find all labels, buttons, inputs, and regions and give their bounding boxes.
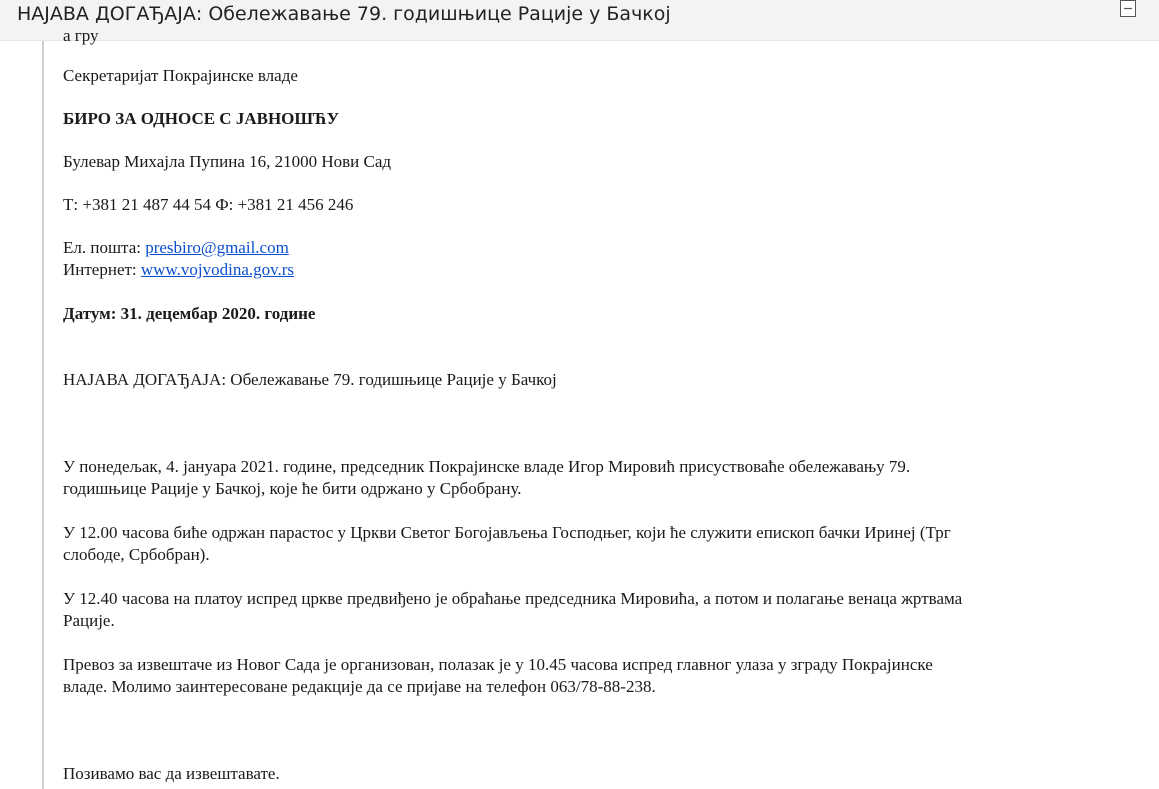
paragraph-1-line-1: У понедељак, 4. јануара 2021. године, председник Покрајинске владе Игор Мировић присуствоваће обележавању 79. xyxy=(63,457,911,476)
email-body xyxy=(0,26,1159,789)
phone-line: Т: +381 21 487 44 54 Ф: +381 21 456 246 xyxy=(63,195,354,214)
internet-label: Интернет: xyxy=(63,260,137,279)
paragraph-4-line-2: владе. Молимо заинтересоване редакције да се пријаве на телефон 063/78-88-238. xyxy=(63,677,656,696)
website-link[interactable]: www.vojvodina.gov.rs xyxy=(140,260,295,279)
email-label: Ел. пошта: xyxy=(63,238,141,257)
quote-rule xyxy=(42,41,44,789)
email-line xyxy=(63,237,289,259)
paragraph-2-line-1: У 12.00 часова биће одржан парастос у Цркви Светог Богојављења Господњег, који ће служити епископ бачки Иринеј (Трг xyxy=(63,523,951,542)
email-subject-title: НАЈАВА ДОГАЂАЈА: Обележавање 79. годишњице Рације у Бачкој xyxy=(17,3,671,25)
paragraph-3-line-2: Рације. xyxy=(63,611,115,630)
closing-line: Позивамо вас да извештавате. xyxy=(63,764,280,783)
email-link[interactable]: presbiro@gmail.com xyxy=(145,238,289,257)
announcement-title: НАЈАВА ДОГАЂАЈА: Обележавање 79. годишњице Рације у Бачкој xyxy=(63,370,557,389)
email-header xyxy=(0,0,1159,41)
secretariat-line: Секретаријат Покрајинске владе xyxy=(63,66,298,85)
truncated-text: а гру xyxy=(63,26,99,45)
paragraph-4-line-1: Превоз за извештаче из Новог Сада је организован, полазак је у 10.45 часова испред главног улаза у зграду Покрајинске xyxy=(63,655,933,674)
date-line: Датум: 31. децембар 2020. године xyxy=(63,304,316,323)
paragraph-3-line-1: У 12.40 часова на платоу испред цркве предвиђено је обраћање председника Мировића, а потом и полагање венаца жртвама xyxy=(63,589,963,608)
collapse-icon[interactable] xyxy=(1118,0,1138,19)
paragraph-2-line-2: слободе, Србобран). xyxy=(63,545,210,564)
paragraph-1-line-2: годишњице Рације у Бачкој, које ће бити одржано у Србобрану. xyxy=(63,479,522,498)
address-line: Булевар Михајла Пупина 16, 21000 Нови Сад xyxy=(63,152,392,171)
office-name: БИРО ЗА ОДНОСЕ С ЈАВНОШЋУ xyxy=(63,109,340,128)
internet-line xyxy=(63,259,294,281)
